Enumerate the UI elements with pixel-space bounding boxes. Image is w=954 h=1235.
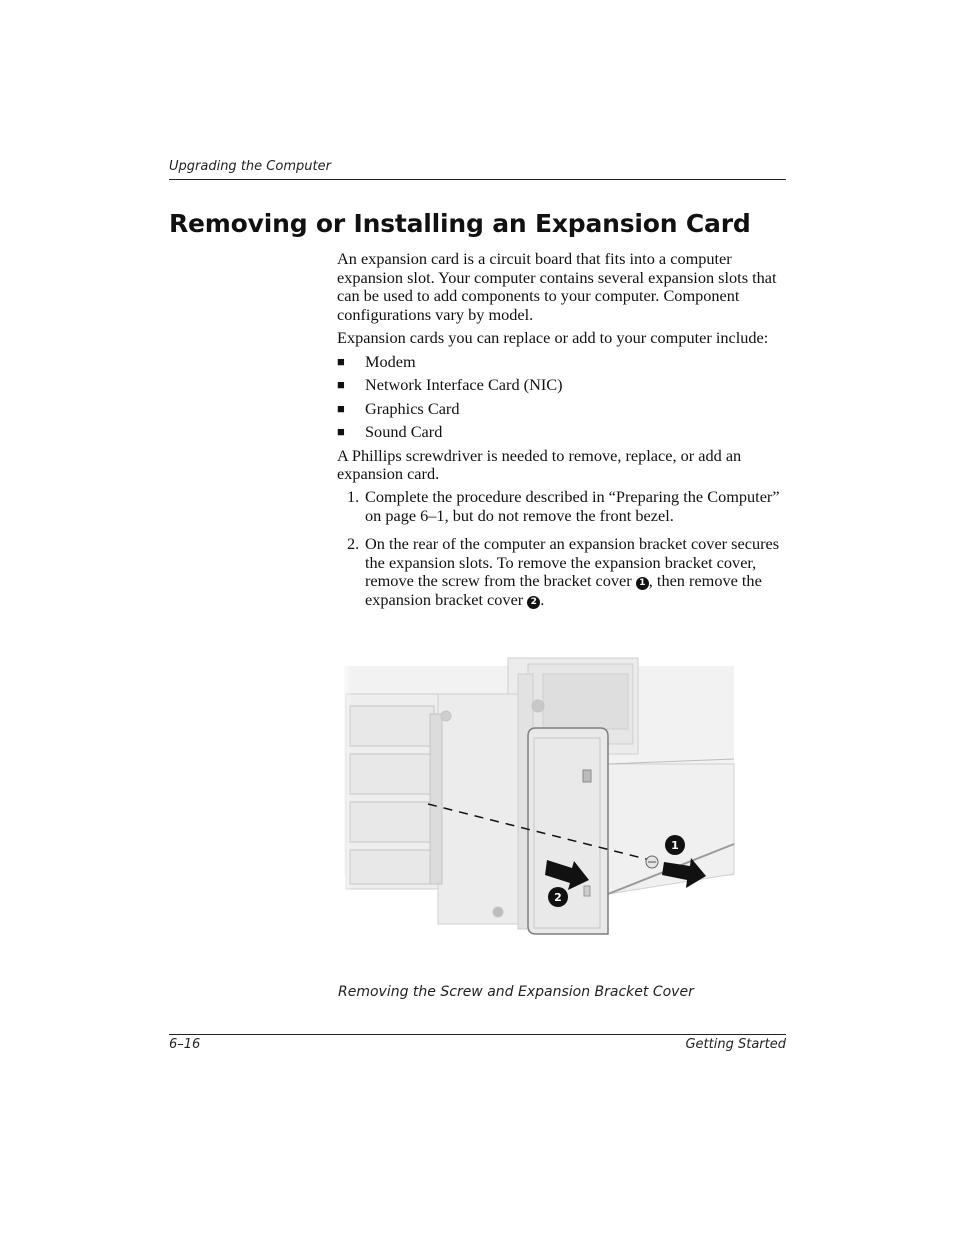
list-item-text: Graphics Card bbox=[365, 398, 460, 418]
step-number: 2. bbox=[347, 533, 360, 553]
step-text: , then remove the expansion bracket cover bbox=[365, 571, 762, 609]
step-item bbox=[337, 535, 787, 610]
section-title: Removing or Installing an Expansion Card bbox=[169, 209, 751, 238]
svg-text:1: 1 bbox=[671, 839, 679, 852]
list-item-text: Sound Card bbox=[365, 422, 443, 442]
bracket-cover-illustration bbox=[338, 654, 738, 939]
callout-1-icon bbox=[665, 835, 685, 855]
page-number: 6–16 bbox=[169, 1037, 201, 1052]
step-item bbox=[337, 488, 787, 525]
step-text: On the rear of the computer an expansion bracket cover secures the expansion slots. To remove the expansion bracket cover, remove the screw from the bracket cover bbox=[365, 533, 780, 591]
bullet-icon: ■ bbox=[337, 353, 345, 369]
list-item bbox=[337, 400, 787, 419]
card-type-list bbox=[337, 353, 787, 442]
bullet-icon: ■ bbox=[337, 400, 345, 416]
list-item bbox=[337, 423, 787, 442]
book-title: Getting Started bbox=[685, 1037, 786, 1052]
step-text: . bbox=[540, 589, 545, 609]
header-rule bbox=[169, 179, 786, 180]
step-text: Complete the procedure described in “Preparing the Computer” on page 6–1, but do not remove the front bezel. bbox=[365, 487, 780, 526]
body-text bbox=[337, 250, 787, 619]
bullet-icon: ■ bbox=[337, 424, 345, 440]
step-number: 1. bbox=[347, 487, 360, 507]
list-item-text: Network Interface Card (NIC) bbox=[365, 375, 563, 395]
running-header: Upgrading the Computer bbox=[169, 159, 331, 174]
list-item-text: Modem bbox=[365, 351, 416, 371]
callout-2-icon bbox=[548, 887, 568, 907]
intro-paragraph: An expansion card is a circuit board that fits into a computer expansion slot. Your computer contains several expansion slots that can be used to add components to your computer. Component configurations vary by model. bbox=[337, 249, 777, 325]
callout-2-icon: 2 bbox=[527, 596, 540, 609]
tool-note: A Phillips screwdriver is needed to remove, replace, or add an expansion card. bbox=[337, 445, 742, 484]
intro-paragraph: Expansion cards you can replace or add to your computer include: bbox=[337, 328, 769, 348]
bracket-cover bbox=[528, 728, 608, 934]
list-item bbox=[337, 376, 787, 395]
list-item bbox=[337, 353, 787, 372]
screw-icon bbox=[646, 856, 658, 868]
footer-rule bbox=[169, 1034, 786, 1035]
svg-text:2: 2 bbox=[554, 891, 562, 904]
step-list bbox=[337, 488, 787, 609]
figure-caption: Removing the Screw and Expansion Bracket Cover bbox=[338, 984, 694, 1000]
bullet-icon: ■ bbox=[337, 377, 345, 393]
callout-1-icon: 1 bbox=[636, 577, 649, 590]
